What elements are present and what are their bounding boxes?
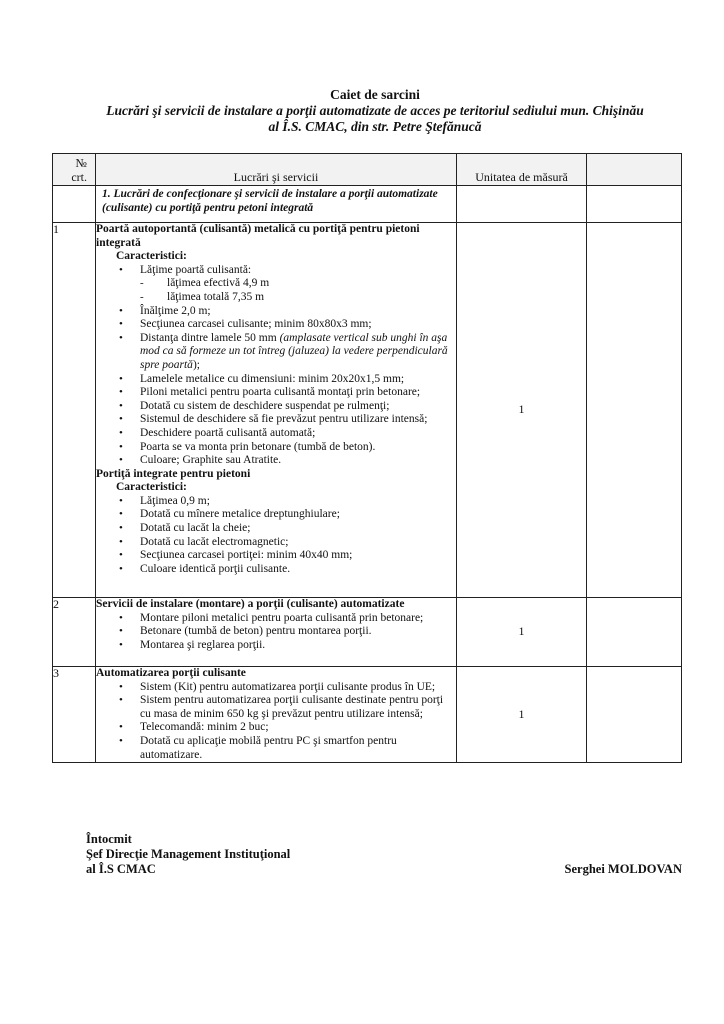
table-section-row [53, 186, 682, 223]
list-item: • Culoare identică porţii culisante. [140, 563, 456, 577]
section-extra-cell [587, 186, 682, 223]
row-title: Servicii de instalare (montare) a porţii (culisante) automatizate [96, 598, 405, 610]
row-number: 1 [53, 223, 96, 598]
table-header-row [53, 154, 682, 186]
list-item: • Betonare (tumbă de beton) pentru montarea porţii. [140, 625, 456, 639]
width-sublist [140, 277, 456, 304]
table-row [53, 223, 682, 598]
table-row [53, 598, 682, 667]
header-extra [587, 154, 682, 186]
list-item: • Lamelele metalice cu dimensiuni: minim 20x20x1,5 mm; [140, 373, 456, 387]
section-unit-cell [457, 186, 587, 223]
list-item: • Poarta se va monta prin betonare (tumbă de beton). [140, 441, 456, 455]
row-extra-cell [587, 223, 682, 598]
section-nr-cell [53, 186, 96, 223]
list-item: • Dotată cu lacăt electromagnetic; [140, 536, 456, 550]
signature-block [86, 832, 682, 877]
signatory-position: Şef Direcţie Management Instituţional [86, 847, 291, 861]
pedestrian-gate-title: Portiţă integrate pentru pietoni [96, 467, 251, 480]
item-italic-note: (amplasate vertical sub unghi în aşa mod ca să formeze un tot întreg (jaluzea) la vedere perpendiculară spre poartă [140, 331, 448, 371]
row-number: 3 [53, 667, 96, 763]
item-text: Lăţime poartă culisantă: [140, 263, 252, 276]
characteristics-label: Caracteristici: [116, 250, 187, 263]
signatory-organization: al Î.S CMAC [86, 862, 156, 876]
header-nr [53, 154, 96, 186]
document-title: Caiet de sarcini [330, 87, 420, 102]
list-item [140, 264, 456, 305]
header-nr-symbol: № [75, 156, 87, 170]
list-item [140, 332, 456, 373]
row-title: Poartă autoportantă (culisantă) metalică cu portiţă pentru pietoni integrată [96, 223, 420, 249]
document-subtitle-line-2: al Î.S. CMAC, din str. Petre Ştefănucă [268, 119, 482, 134]
row-quantity: 1 [457, 598, 587, 667]
list-item: • Dotată cu lacăt la cheie; [140, 522, 456, 536]
item-text: Distanţa dintre lamele 50 mm [140, 331, 277, 344]
row-description [96, 223, 457, 598]
list-item: • Înălţime 2,0 m; [140, 305, 456, 319]
row-extra-cell [587, 667, 682, 763]
title-block [60, 87, 690, 135]
list-item: • Dotată cu sistem de deschidere suspendat pe rulmenţi; [140, 400, 456, 414]
specifications-table [52, 153, 682, 763]
item-text-end: ); [192, 358, 200, 371]
list-item: • Sistem pentru automatizarea porţii culisante destinate pentru porţi cu masa de minim 650 kg şi prevăzut pentru utilizare intensă; [140, 694, 456, 721]
list-item: • Piloni metalici pentru poarta culisantă montaţi prin betonare; [140, 386, 456, 400]
row-description [96, 598, 457, 667]
list-item: • Secţiunea carcasei culisante; minim 80x80x3 mm; [140, 318, 456, 332]
signatory-name: Serghei MOLDOVAN [564, 862, 682, 876]
list-item: • Culoare; Graphite sau Atratite. [140, 454, 456, 468]
characteristics-list [96, 264, 456, 468]
pedestrian-characteristics-list [96, 495, 456, 577]
row-title: Automatizarea porţii culisante [96, 667, 246, 679]
pedestrian-characteristics-label: Caracteristici: [116, 481, 187, 494]
services-list [96, 612, 456, 653]
header-works: Lucrări şi servicii [96, 154, 457, 186]
automation-list [96, 681, 456, 763]
list-item: • Deschidere poartă culisantă automată; [140, 427, 456, 441]
list-item: • Montarea şi reglarea porţii. [140, 639, 456, 653]
header-unit: Unitatea de măsură [457, 154, 587, 186]
section-title: 1. Lucrări de confecţionare şi servicii de instalare a porţii automatizate (culisante) cu portiţă pentru petoni integrată [96, 186, 457, 223]
table-row [53, 667, 682, 763]
document-subtitle-line-1: Lucrări şi servicii de instalare a porţii automatizate de acces pe teritoriul sediului mun. Chişinău [106, 103, 644, 118]
sub-list-item: - lăţimea efectivă 4,9 m [167, 277, 456, 291]
row-quantity: 1 [457, 667, 587, 763]
row-description [96, 667, 457, 763]
list-item: • Sistemul de deschidere să fie prevăzut pentru utilizare intensă; [140, 413, 456, 427]
sub-list-item: - lăţimea totală 7,35 m [167, 291, 456, 305]
list-item: • Sistem (Kit) pentru automatizarea porţii culisante produs în UE; [140, 681, 456, 695]
list-item: • Dotată cu aplicaţie mobilă pentru PC şi smartfon pentru automatizare. [140, 735, 456, 762]
list-item: • Dotată cu mînere metalice dreptunghiulare; [140, 508, 456, 522]
list-item: • Lăţimea 0,9 m; [140, 495, 456, 509]
row-extra-cell [587, 598, 682, 667]
row-quantity: 1 [457, 223, 587, 598]
list-item: • Secţiunea carcasei portiţei: minim 40x40 mm; [140, 549, 456, 563]
prepared-by-label: Întocmit [86, 832, 132, 846]
header-nr-crt: crt. [71, 170, 87, 184]
row-number: 2 [53, 598, 96, 667]
list-item: • Montare piloni metalici pentru poarta culisantă prin betonare; [140, 612, 456, 626]
list-item: • Telecomandă: minim 2 buc; [140, 721, 456, 735]
